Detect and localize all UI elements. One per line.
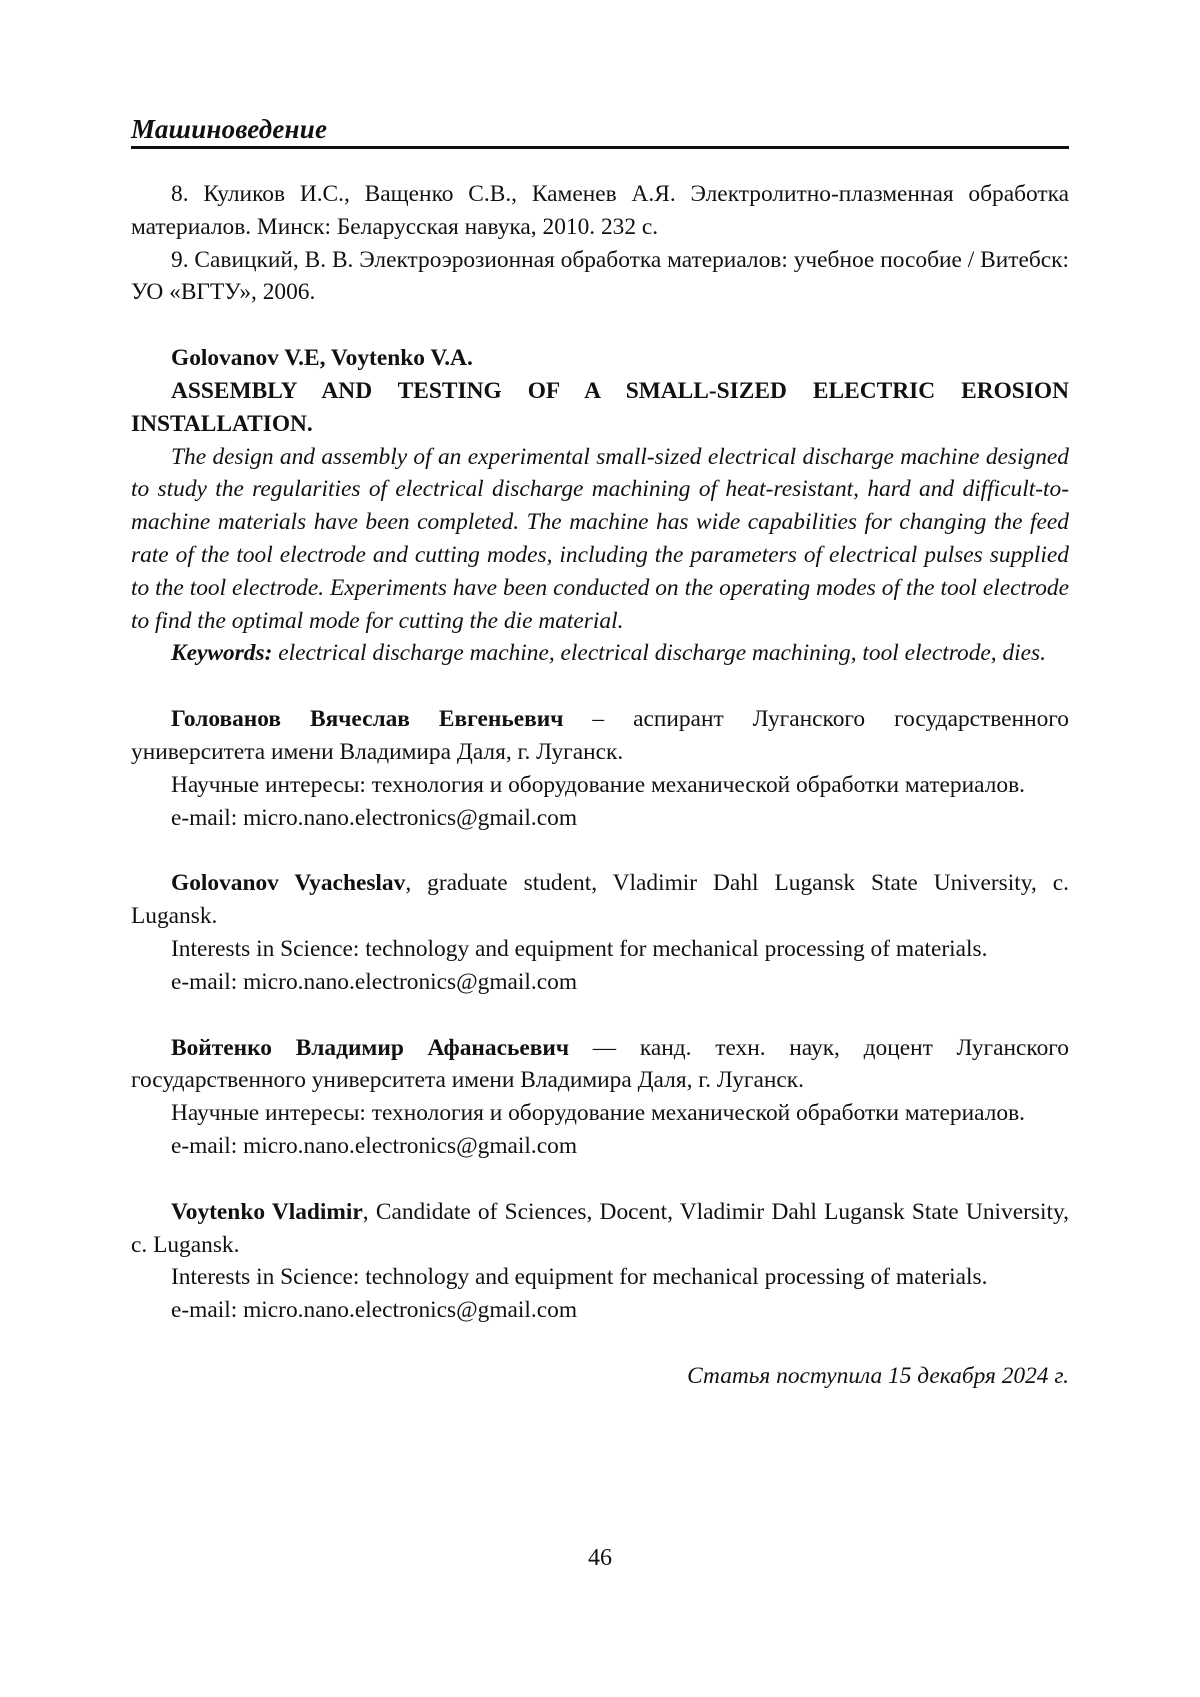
author-4-interests: Interests in Science: technology and equipment for mechanical processing of materials.: [131, 1261, 1069, 1294]
author-4-name: Voytenko Vladimir: [171, 1199, 363, 1225]
author-3-name: Войтенко Владимир Афанасьевич: [171, 1035, 569, 1061]
author-3-position: [131, 1032, 1069, 1098]
author-1-name: Голованов Вячеслав Евгеньевич: [171, 706, 563, 732]
author-2-name: Golovanov Vyacheslav: [171, 870, 405, 896]
author-3-position-text: — канд. техн. наук, доцент Луганского государственного университета имени Владимира Даля, г. Луганск.: [131, 1035, 1069, 1094]
author-1-position-text: – аспирант Луганского государственного университета имени Владимира Даля, г. Луганск.: [131, 706, 1069, 765]
running-header: [131, 112, 1069, 149]
author-1-interests: Научные интересы: технология и оборудование механической обработки материалов.: [131, 769, 1069, 802]
page-number: 46: [131, 1545, 1069, 1572]
abstract-title: ASSEMBLY AND TESTING OF A SMALL-SIZED ELECTRIC EROSION INSTALLATION.: [131, 375, 1069, 441]
author-1-position: [131, 703, 1069, 769]
page-content: [131, 178, 1069, 1393]
author-3-email: e-mail: micro.nano.electronics@gmail.com: [131, 1130, 1069, 1163]
author-4-email: e-mail: micro.nano.electronics@gmail.com: [131, 1294, 1069, 1327]
author-1-email: e-mail: micro.nano.electronics@gmail.com: [131, 802, 1069, 835]
keywords-label: Keywords:: [171, 640, 272, 666]
abstract-keywords: [131, 637, 1069, 670]
reference-9: 9. Савицкий, В. В. Электроэрозионная обработка материалов: учебное пособие / Витебск: УО «ВГТУ», 2006.: [131, 244, 1069, 310]
author-2-position: [131, 867, 1069, 933]
author-4-position: [131, 1196, 1069, 1262]
author-4-position-text: , Candidate of Sciences, Docent, Vladimir Dahl Lugansk State University, c. Lugansk.: [131, 1199, 1069, 1258]
author-2-interests: Interests in Science: technology and equipment for mechanical processing of materials.: [131, 933, 1069, 966]
author-2-email: e-mail: micro.nano.electronics@gmail.com: [131, 966, 1069, 999]
section-title: Машиноведение: [131, 114, 327, 145]
received-date: Статья поступила 15 декабря 2024 г.: [131, 1360, 1069, 1393]
keywords-text: electrical discharge machine, electrical discharge machining, tool electrode, dies.: [278, 640, 1046, 666]
author-2-position-text: , graduate student, Vladimir Dahl Lugansk State University, c. Lugansk.: [131, 870, 1069, 929]
abstract-authors: Golovanov V.E, Voytenko V.A.: [131, 342, 1069, 375]
reference-8: 8. Куликов И.С., Ващенко С.В., Каменев А.Я. Электролитно-плазменная обработка материалов. Минск: Беларусская навука, 2010. 232 с.: [131, 178, 1069, 244]
author-3-interests: Научные интересы: технология и оборудование механической обработки материалов.: [131, 1097, 1069, 1130]
abstract-text: The design and assembly of an experimental small-sized electrical discharge machine designed to study the regularities of electrical discharge machining of heat-resistant, hard and difficult-to-machine materials have been completed. The machine has wide capabilities for changing the feed rate of the tool electrode and cutting modes, including the parameters of electrical pulses supplied to the tool electrode. Experiments have been conducted on the operating modes of the tool electrode to find the optimal mode for cutting the die material.: [131, 441, 1069, 638]
